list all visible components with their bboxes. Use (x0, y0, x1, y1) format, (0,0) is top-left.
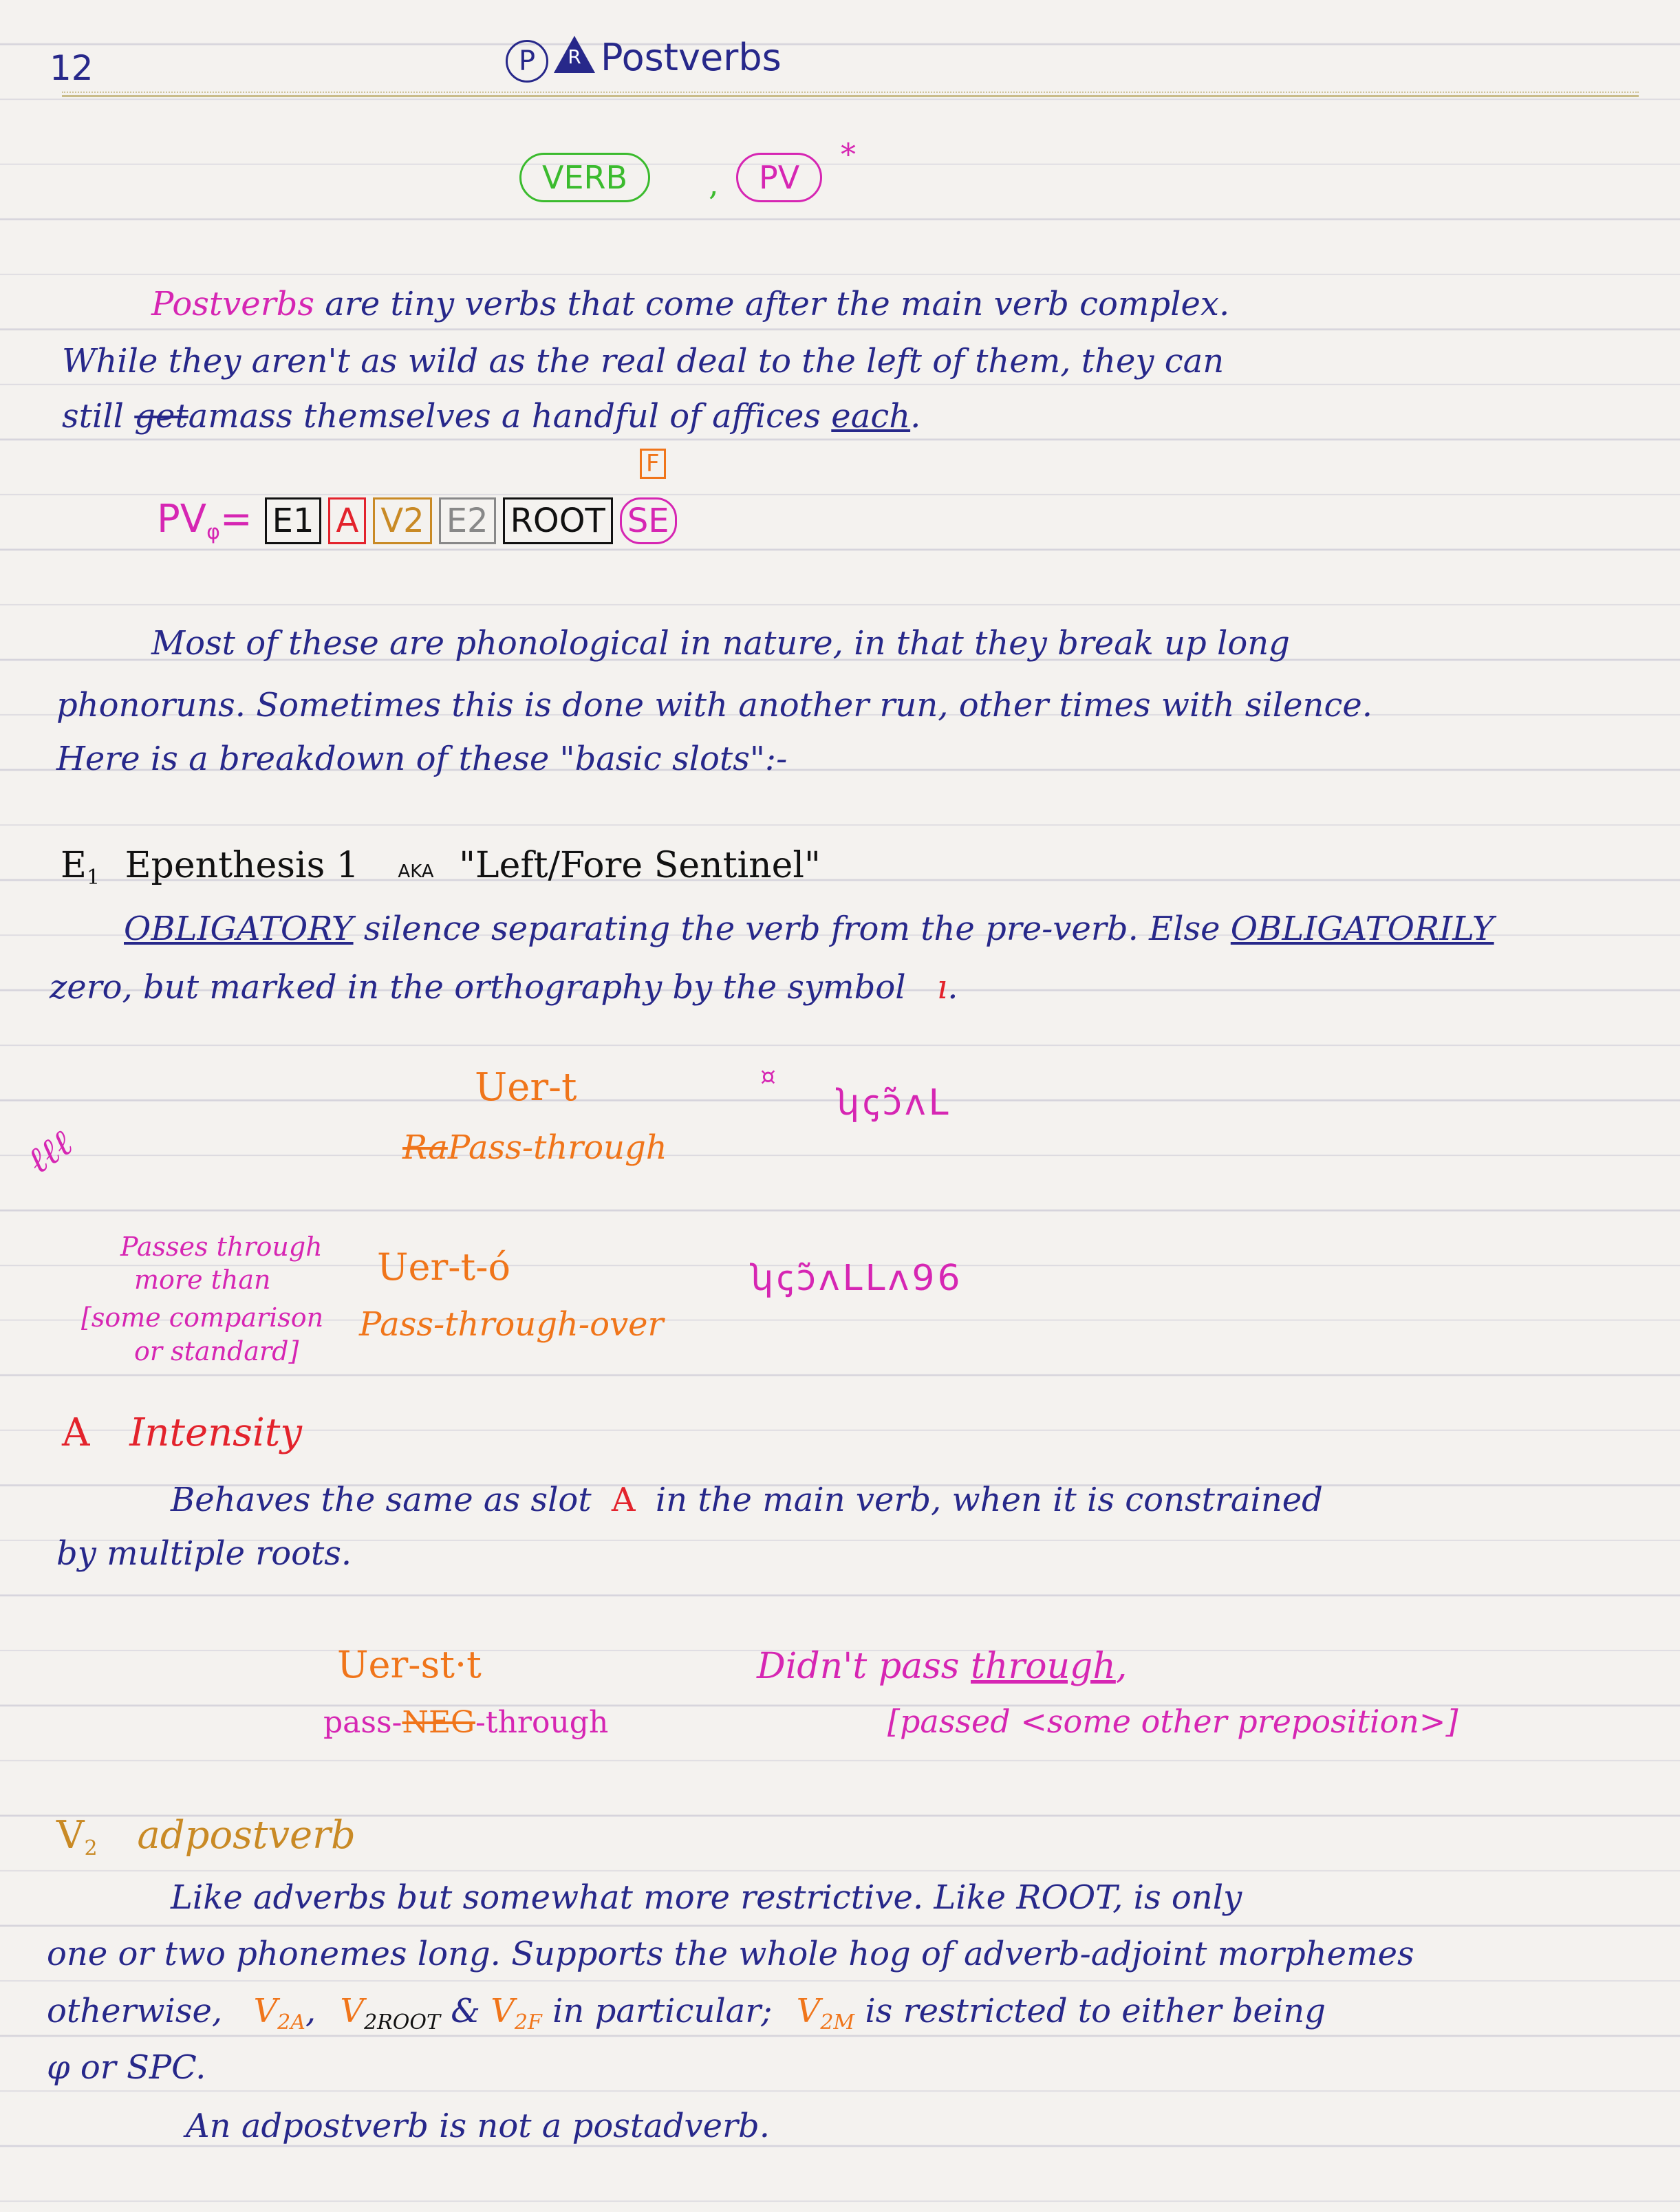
slot-root: ROOT (503, 497, 613, 544)
v2-line-1: Like adverbs but somewhat more restrictive. Like ROOT, is only (171, 1878, 1242, 1917)
page-number: 12 (50, 48, 94, 88)
a-heading: A Intensity (62, 1410, 302, 1455)
a-example-translation-1: Didn't pass through, (757, 1646, 1128, 1687)
title-text: Postverbs (601, 36, 782, 79)
slot-v2: V2 (373, 497, 431, 544)
e1-line-2: zero, but marked in the orthography by the symbol ı. (50, 968, 958, 1007)
badge-p-icon: P (506, 40, 548, 83)
para2-line-2: phonoruns. Sometimes this is done with another run, other times with silence. (56, 686, 1373, 724)
side-note-3: [some comparison (81, 1302, 324, 1333)
pv-formula: $PV_\varphi= E1$ A V2 E2 ROOT SE (157, 497, 684, 544)
margin-scribble: ℓℓℓ (19, 1122, 80, 1183)
a-example-gloss: pass-NEG-through (323, 1705, 609, 1740)
side-note-4: or standard] (134, 1336, 299, 1366)
slot-e1: E1 (265, 497, 322, 544)
comma-mark: , (709, 165, 719, 202)
v2-heading: $V_2$ adpostverb (56, 1813, 356, 1860)
slot-a: A (328, 497, 366, 544)
e1-example-1-word: Uer-t (475, 1065, 577, 1110)
e1-example-2-gloss: Pass-through-over (359, 1305, 664, 1344)
v2-line-3: otherwise, $V_{2A}$, $V_{2ROOT}$ & $V_{2F}$ in particular; $V_{2M}$ is restricted to either being (47, 1992, 1326, 2034)
page-title (506, 36, 782, 83)
header-rule (62, 95, 1639, 97)
v2-line-2: one or two phonemes long. Supports the whole hog of adverb-adjoint morphemes (47, 1935, 1414, 1973)
e1-example-1-gloss: RaPass-through (402, 1128, 667, 1167)
star-mark: * (841, 138, 856, 173)
bullet-mark: ¤ (760, 1063, 776, 1091)
e1-line-1: OBLIGATORY silence separating the verb from the pre-verb. Else OBLIGATORILY (124, 910, 1494, 948)
a-line-2: by multiple roots. (56, 1534, 352, 1573)
intro-line-3: still getamass themselves a handful of affices each. (62, 397, 921, 436)
v2-line-4: φ or SPC. (47, 2048, 206, 2087)
e1-example-2-word: Uer-t-ó (377, 1245, 510, 1289)
side-note-2: more than (134, 1265, 271, 1295)
para2-line-3: Here is a breakdown of these "basic slots":- (56, 740, 788, 778)
e1-example-2-script: ʮꞔɔ̃ʌᒪᒪʌ96 (750, 1258, 963, 1299)
a-example-word: Uer-st·t (337, 1643, 482, 1686)
a-example-translation-2: [passed <some other preposition>] (887, 1703, 1458, 1740)
intro-line-1: Postverbs are tiny verbs that come after the main verb complex. (151, 285, 1230, 323)
badge-r-triangle-icon: R (554, 36, 595, 73)
v2-line-5: An adpostverb is not a postadverb. (186, 2107, 770, 2145)
side-note-1: Passes through (120, 1232, 323, 1262)
flag-f: F (640, 449, 673, 479)
e1-example-1-script: ʮꞔɔ̃ʌᒪ (836, 1082, 951, 1124)
a-line-1: Behaves the same as slot A in the main verb, when it is constrained (171, 1481, 1323, 1519)
postverbs-term: Postverbs (151, 285, 314, 323)
pv-tag: PV (736, 153, 822, 202)
intro-line-2: While they aren't as wild as the real deal to the left of them, they can (62, 342, 1225, 380)
para2-line-1: Most of these are phonological in nature, in that they break up long (151, 624, 1290, 663)
header-dotted-rule (62, 92, 1639, 94)
verb-tag: VERB (519, 153, 650, 202)
slot-se: SE (620, 497, 677, 544)
slot-e2: E2 (439, 497, 496, 544)
e1-heading: $E_1$ Epenthesis 1 AKA "Left/Fore Sentinel" (61, 845, 821, 890)
